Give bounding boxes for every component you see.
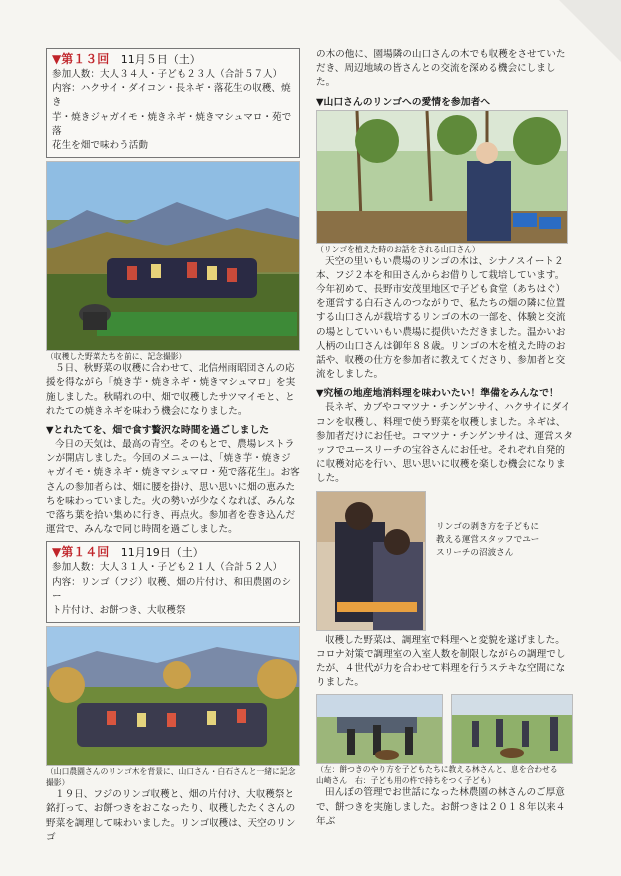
mochi-photo-left [316,694,443,764]
apple-peeling-figure [316,491,573,631]
session13-header [52,51,294,68]
apple-peeling-photo [316,491,426,631]
right-text-top: の木の他に、園場隣の山口さんの木でも収穫をさせていただき、周辺地域の皆さんとの交流を深める機会にしました。 [316,49,566,89]
mochi-photo-right [451,694,573,764]
session13-content-2: 芋・焼きジャガイモ・焼きネギ・焼きマシュマロ・苑で落 [52,111,292,137]
session14-photo-caption: （山口農園さんのリンゴ木を背景に、山口さん・白石さんと一緒に記念撮影） [46,767,296,788]
session14-participants: 参加人数：大人３１人・子ども２１人（合計５２人） [52,562,283,574]
session13-box [46,48,300,158]
session13-number: ▼第１３回 [52,52,110,66]
session14-date: 11月19日（土） [120,546,204,560]
session13-photo-caption: （収穫した野菜たちを前に、記念撮影） [46,352,187,362]
apple-peeling-caption-2: 教える運営スタッフでユー [436,534,540,545]
right-column [316,0,573,829]
session13-subheading: ▼とれたてを、畑で食す贅沢な時間を過ごしました [46,425,270,437]
session13-date: 11月５日（土） [120,53,201,66]
apple-talk-photo-caption: （リンゴを植えた時のお話をされる山口さん） [316,244,480,254]
right-subheading-1: ▼山口さんのリンゴへの愛情を参加者へ [316,96,491,108]
mochi-photos [316,694,573,764]
right-text-2: 長ネギ、カブやコマツナ・チンゲンサイ、ハクサイにダイコンを収穫し、料理で使う野菜を収穫しました。ネギは、参加者だけにお任せ。コマツナ・チンゲンサイは、運営スタッフでユースリーチの宝谷さんにお任せ。それぞれ自発的に収穫対応を行い、思い思いに収穫を楽しむ機会になりました。 [316,402,573,485]
apple-peeling-caption-3: スリーチの沼波さん [436,547,514,558]
apple-peeling-caption [426,491,539,631]
session13-participants: 参加人数：大人３４人・子ども２３人（合計５７人） [52,69,283,80]
mochi-caption-2: 山崎さん 右：子ども用の杵で持ちをつく子ども） [316,776,496,786]
session14-content-2: ト片付け、お餅つき、大収穫祭 [52,605,186,617]
session13-content-3: 花生を畑で味わう活動 [52,140,148,152]
apple-talk-photo [316,110,568,244]
session14-group-photo [46,626,300,766]
mochi-caption-1: （左：餅つきのやり方を子どもたちに教える林さんと、息を合わせる [316,765,558,775]
session13-text2: 今日の天気は、最高の青空。そのもとで、農場レストランが開店しました。今回のメニューは、「焼き芋・焼きジャガイモ・焼きネギ・焼きマシュマロ・苑で落花生」。お客さんの参加者らは、畑に腰を掛け、思い思いに畑の恵みたちを味わっていました。火の勢いが少なくなれば、みんなで落ち葉を拾い集めに行き、再点火。参加者を巻き込んだ運営で、みんなで同じ時間を過ごしました。 [46,439,300,536]
mochi-caption [316,764,573,786]
session14-number: ▼第１４回 [52,545,110,560]
session13-group-photo [46,161,300,351]
session14-content-1: 内容：リンゴ（フジ）収穫、畑の片付け、和田農園のシー [52,576,292,602]
session14-text: １９日、フジのリンゴ収穫と、畑の片付け、大収穫祭と銘打って、お餅つきをおこなったり、収穫したたくさんの野菜を調理して味わいました。リンゴ収穫は、天空のリンゴ [46,789,296,843]
left-column [46,0,300,845]
session14-box [46,541,300,623]
session13-text: ５日、秋野菜の収穫に合わせて、北信州雨昭団さんの応援を得ながら「焼き芋・焼きネギ・焼きマシュマロ」を実施しました。秋晴れの中、畑で収穫したサツマイモと、とれたての焼きネギを味わう機会になりました。 [46,363,296,417]
right-text-4: 田んぼの管理でお世話になった林農園の林さんのご厚意で、餅つきを実施しました。お餅つきは２０１８年以来４年ぶ [316,787,566,827]
apple-peeling-caption-1: リンゴの剥き方を子どもに [436,521,540,532]
right-subheading-2: ▼究極の地産地消料理を味わいたい！準備をみんなで！ [316,388,559,400]
right-text-1: 天空の里いもい農場のリンゴの木は、シナノスイート２本、フジ２本を和田さんからお借りして栽培しています。今年初めて、長野市安茂里地区で子ども食堂（あちはぐ）を運営する白石さんのつながりで、私たちの畑の隣に位置する山口さんが栽培するリンゴの木の一部を、体験と交流の場としていいもい農場に提供いただきました。温かいお人柄の山口さんは御年８８歳。リンゴの木を植えた時のお話や、収穫の仕方を参加者に教えてくださり、参加者と交流をしました。 [316,255,566,381]
right-text-3: 収穫した野菜は、調理室で料理へと変貌を遂げました。コロナ対策で調理室の入室人数を制限しながらの調理でしたが、４世代が力を合わせて料理を行うステキな空間になりました。 [316,634,566,689]
session13-content-1: 内容：ハクサイ・ダイコン・長ネギ・落花生の収穫、焼き [52,83,291,109]
session14-header [52,544,294,561]
